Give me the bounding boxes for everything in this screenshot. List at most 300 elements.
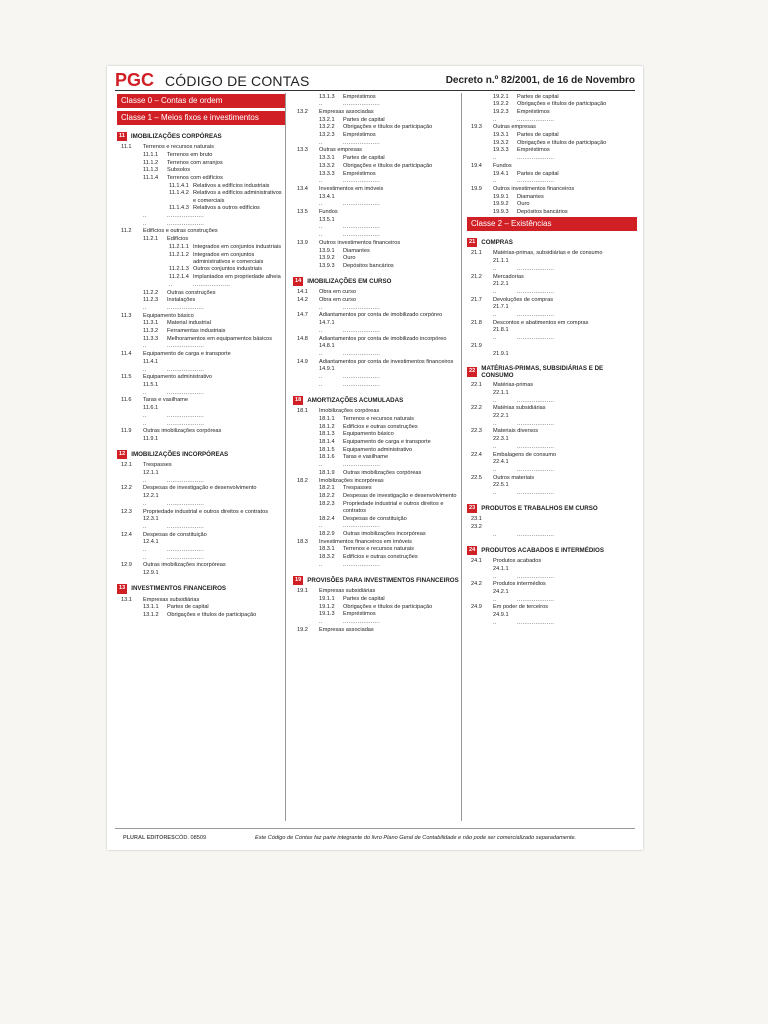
account-entry: [293, 178, 461, 185]
account-code: 13.5: [297, 209, 308, 216]
section-title: PROVISÕES PARA INVESTIMENTOS FINANCEIROS: [307, 576, 459, 584]
account-label: ....................: [167, 412, 205, 419]
account-entry: [293, 516, 461, 523]
account-entry: [467, 132, 637, 139]
account-code: 13.1.2: [143, 611, 159, 618]
account-label: Empresas associadas: [319, 626, 374, 633]
account-label: Terrenos com arranjos: [167, 159, 223, 166]
account-code: 19.3: [471, 124, 482, 131]
account-code: 11.4: [121, 351, 132, 358]
account-code: 13.1: [121, 596, 132, 603]
account-label: [167, 436, 285, 443]
account-code: ..: [143, 547, 147, 554]
account-label: [517, 413, 637, 420]
account-entry: [467, 109, 637, 116]
account-label: Obrigações e títulos de participação: [517, 139, 607, 146]
account-code: 11.1.4.3: [169, 205, 189, 212]
account-label: Matérias-primas: [493, 382, 534, 389]
account-code: 22.2: [471, 405, 482, 412]
account-entry: [467, 467, 637, 474]
account-code: 13.3: [297, 147, 308, 154]
account-entry: [467, 281, 637, 288]
account-label: Equipamento administrativo: [343, 446, 413, 453]
account-code: 14.2: [297, 297, 308, 304]
account-code: 21.8.1: [493, 327, 509, 334]
account-code: 11.9.1: [143, 435, 159, 442]
account-code: 13.2.1: [319, 116, 335, 123]
account-label: Obra em curso: [319, 289, 356, 296]
account-entry: [117, 290, 285, 297]
account-code: ..: [493, 531, 497, 538]
account-code: 24.1: [471, 558, 482, 565]
account-label: ....................: [517, 596, 555, 603]
account-code: 14.9: [297, 358, 308, 365]
account-label: ....................: [343, 351, 381, 357]
document-sheet: [107, 66, 643, 850]
account-entry: [293, 493, 461, 500]
account-code: 11.2.1.1: [169, 243, 189, 250]
account-label: Despesas de constituição: [143, 531, 207, 538]
account-code: 19.4.1: [493, 170, 509, 177]
account-entry: [117, 390, 285, 397]
account-code: 11.2.1.3: [169, 266, 189, 273]
account-code: 21.9: [471, 342, 482, 349]
account-entry: [467, 452, 637, 459]
account-label: Empresas subsidiárias: [319, 588, 376, 595]
account-label: Obrigações e títulos de participação: [343, 124, 433, 131]
class-heading: Classe 1 – Meios fixos e investimentos: [117, 111, 285, 125]
class-heading: Classe 0 – Contas de ordem: [117, 94, 285, 108]
account-label: ....................: [517, 443, 555, 450]
account-entry: [293, 627, 461, 634]
account-entry: [467, 178, 637, 185]
account-entry: [117, 282, 285, 289]
account-label: Embalagens de consumo: [493, 451, 557, 458]
account-entry: [117, 516, 285, 523]
account-label: Empréstimos: [343, 132, 376, 139]
account-label: Ouro: [517, 201, 530, 208]
account-code: ..: [319, 327, 323, 334]
account-code: 13.3.1: [319, 155, 335, 162]
account-label: Relativos a outros edifícios: [193, 205, 260, 212]
account-label: ....................: [517, 288, 555, 295]
account-code: ..: [493, 178, 497, 185]
account-entry: [117, 144, 285, 151]
account-entry: [293, 554, 461, 561]
decree-reference: Decreto n.º 82/2001, de 16 de Novembro: [445, 75, 635, 86]
account-code: 21.1: [471, 250, 482, 257]
account-code: 22.5.1: [493, 482, 509, 489]
account-label: Edifícios e outras construções: [343, 554, 418, 561]
account-label: Ferramentas industriais: [167, 328, 226, 335]
account-entry: [467, 194, 637, 201]
account-code: 18.1.2: [319, 423, 335, 430]
account-entry: [293, 531, 461, 538]
account-label: ....................: [517, 312, 555, 319]
account-label: Adiantamentos por conta de investimentos financeiros: [319, 358, 454, 365]
account-code: 14.7: [297, 312, 308, 319]
account-label: Partes de capital: [517, 170, 559, 177]
account-entry: [117, 547, 285, 554]
account-label: [517, 482, 637, 489]
account-label: Devoluções de compras: [493, 296, 554, 303]
account-code: 12.9: [121, 562, 132, 569]
account-label: [343, 217, 461, 224]
account-entry: [117, 470, 285, 477]
account-label: Edifícios e outras construções: [143, 228, 218, 235]
account-entry: [293, 604, 461, 611]
account-entry: [117, 351, 285, 358]
account-entry: [117, 562, 285, 569]
account-code: 13.1.1: [143, 604, 159, 611]
account-code: ..: [143, 366, 147, 373]
account-entry: [467, 320, 637, 327]
account-label: [343, 343, 461, 350]
account-label: Propriedade industrial e outros direitos e contratos: [343, 500, 444, 514]
account-code: 18.1.6: [319, 454, 335, 461]
account-entry: [293, 588, 461, 595]
account-entry: [293, 263, 461, 270]
header: [115, 70, 635, 90]
account-label: [343, 320, 461, 327]
column-2: [293, 93, 462, 821]
section-number-badge: 22: [467, 367, 477, 376]
account-entry: [467, 516, 637, 523]
account-entry: [117, 501, 285, 508]
account-code: 14.1: [297, 289, 308, 296]
account-label: ....................: [343, 232, 381, 239]
account-code: ..: [143, 412, 147, 419]
account-code: 12.4: [121, 531, 132, 538]
account-entry: [467, 155, 637, 162]
account-code: 18.2.4: [319, 515, 335, 522]
account-label: ....................: [193, 281, 231, 288]
account-code: ..: [143, 220, 147, 227]
account-code: 11.1.1: [143, 151, 159, 158]
account-code: ..: [319, 462, 323, 469]
account-label: [517, 436, 637, 443]
account-label: Equipamento de carga e transporte: [143, 351, 231, 358]
account-label: Fundos: [319, 209, 338, 216]
section-number-badge: 23: [467, 504, 477, 513]
account-label: Produtos acabados: [493, 558, 542, 565]
account-entry: [117, 374, 285, 381]
account-entry: [117, 509, 285, 516]
account-entry: [293, 539, 461, 546]
account-entry: [117, 175, 285, 182]
account-code: 24.9: [471, 604, 482, 611]
account-code: 24.9.1: [493, 612, 509, 619]
account-entry: [293, 439, 461, 446]
account-entry: [467, 297, 637, 304]
account-entry: [293, 485, 461, 492]
account-entry: [467, 186, 637, 193]
account-code: 18.1.3: [319, 431, 335, 438]
account-code: 21.8: [471, 319, 482, 326]
account-entry: [293, 454, 461, 461]
account-entry: [467, 475, 637, 482]
account-entry: [117, 397, 285, 404]
account-code: ..: [319, 139, 323, 146]
account-label: Equipamento administrativo: [143, 374, 213, 381]
section-title: COMPRAS: [481, 239, 513, 247]
account-entry: [467, 459, 637, 466]
account-entry: [467, 258, 637, 265]
account-entry: [293, 289, 461, 296]
account-label: ....................: [343, 224, 381, 231]
account-entry: [117, 478, 285, 485]
account-code: 11.6.1: [143, 405, 159, 412]
account-label: Empréstimos: [343, 170, 376, 177]
account-label: [493, 524, 637, 531]
account-code: 12.3.1: [143, 516, 159, 523]
account-label: ....................: [517, 265, 555, 272]
account-label: Fundos: [493, 162, 512, 169]
account-label: ....................: [517, 466, 555, 473]
account-code: 21.2.1: [493, 281, 509, 288]
account-code: ..: [493, 116, 497, 123]
section-heading: [467, 546, 637, 555]
account-code: 11.6: [121, 397, 132, 404]
account-code: ..: [143, 343, 147, 350]
account-entry: [117, 152, 285, 159]
account-entry: [293, 124, 461, 131]
account-label: [167, 570, 285, 577]
account-label: Subsolos: [167, 167, 191, 174]
section-heading: [293, 576, 461, 585]
account-entry: [467, 140, 637, 147]
account-code: 11.2.3: [143, 297, 159, 304]
account-code: 21.2: [471, 273, 482, 280]
section-heading: [293, 277, 461, 286]
account-entry: [117, 213, 285, 220]
account-entry: [293, 240, 461, 247]
account-label: Equipamento básico: [143, 312, 194, 319]
account-code: 18.2.3: [319, 500, 335, 507]
account-code: 13.2: [297, 108, 308, 115]
account-label: ....................: [343, 201, 381, 208]
section-title: PRODUTOS ACABADOS E INTERMÉDIOS: [481, 547, 604, 555]
account-label: Investimentos financeiros em imóveis: [319, 538, 412, 545]
account-entry: [117, 462, 285, 469]
account-entry: [467, 597, 637, 604]
account-code: 11.1.3: [143, 167, 159, 174]
account-code: 22.1: [471, 382, 482, 389]
account-label: Instalações: [167, 297, 196, 304]
account-label: Terrenos e recursos naturais: [343, 546, 414, 553]
account-code: ..: [319, 381, 323, 388]
account-entry: [117, 221, 285, 228]
account-code: 18.1.4: [319, 439, 335, 446]
account-label: ....................: [517, 573, 555, 580]
account-code: 13.3.3: [319, 170, 335, 177]
account-entry: [293, 147, 461, 154]
account-label: Depósitos bancários: [517, 209, 568, 216]
account-label: [167, 516, 285, 523]
account-entry: [467, 201, 637, 208]
account-code: 11.5: [121, 374, 132, 381]
account-label: Imobilizações incorpóreas: [319, 477, 384, 484]
account-label: Terrenos e recursos naturais: [143, 144, 214, 151]
account-label: ....................: [343, 523, 381, 530]
account-label: ....................: [343, 462, 381, 469]
account-code: 13.9: [297, 239, 308, 246]
account-label: ....................: [517, 531, 555, 538]
account-code: 11.1.2: [143, 159, 159, 166]
account-code: ..: [319, 101, 323, 108]
account-code: ..: [493, 573, 497, 580]
document-title: CÓDIGO DE CONTAS: [165, 73, 310, 89]
account-entry: [293, 109, 461, 116]
account-label: [517, 589, 637, 596]
account-code: 11.5.1: [143, 382, 159, 388]
account-code: 18.2.9: [319, 530, 335, 537]
section-number-badge: 13: [117, 584, 127, 593]
account-entry: [293, 101, 461, 108]
account-entry: [293, 416, 461, 423]
account-label: ....................: [343, 304, 381, 311]
account-label: Outras imobilizações corpóreas: [143, 428, 222, 435]
account-entry: [467, 94, 637, 101]
account-entry: [467, 444, 637, 451]
account-code: 13.4: [297, 185, 308, 192]
section-title: PRODUTOS E TRABALHOS EM CURSO: [481, 505, 598, 513]
account-entry: [117, 297, 285, 304]
account-label: [517, 390, 637, 397]
account-code: ..: [493, 335, 497, 342]
account-code: 11.2.1.2: [169, 251, 189, 258]
account-label: Outras empresas: [319, 147, 362, 154]
account-entry: [117, 328, 285, 335]
account-entry: [117, 183, 285, 190]
account-label: ....................: [517, 420, 555, 427]
account-code: ..: [493, 397, 497, 404]
account-code: 11.1: [121, 144, 132, 151]
account-entry: [467, 209, 637, 216]
account-entry: [117, 597, 285, 604]
account-code: 12.1: [121, 462, 132, 469]
account-code: ..: [493, 312, 497, 319]
account-label: Outras empresas: [493, 124, 536, 131]
account-entry: [293, 94, 461, 101]
account-label: ....................: [343, 619, 381, 625]
account-code: 21.7: [471, 296, 482, 303]
section-number-badge: 21: [467, 238, 477, 247]
account-entry: [293, 359, 461, 366]
account-label: Taras e vasilhame: [143, 397, 189, 404]
account-entry: [293, 248, 461, 255]
account-entry: [117, 359, 285, 366]
account-entry: [117, 205, 285, 212]
account-entry: [117, 532, 285, 539]
account-code: 19.1.3: [319, 611, 335, 618]
account-entry: [293, 562, 461, 569]
account-label: [167, 470, 285, 477]
account-label: Partes de capital: [343, 595, 385, 602]
account-entry: [293, 320, 461, 327]
footer-note: Este Código de Contas faz parte integrante do livro Plano Geral de Contabilidade e não pode ser comercializado separadamente.: [255, 835, 577, 841]
account-code: 13.9.3: [319, 262, 335, 269]
account-label: Edifícios e outras construções: [343, 423, 418, 430]
section-heading: [467, 238, 637, 247]
account-entry: [117, 343, 285, 350]
account-code: ..: [493, 443, 497, 450]
account-label: [517, 258, 637, 265]
account-code: 19.1: [297, 588, 308, 595]
account-label: [167, 493, 285, 500]
account-code: 22.1.1: [493, 389, 509, 396]
header-rule: [115, 90, 635, 91]
account-entry: [117, 555, 285, 562]
account-entry: [117, 382, 285, 389]
account-label: Obrigações e títulos de participação: [343, 162, 433, 169]
account-code: ..: [493, 155, 497, 162]
account-entry: [467, 428, 637, 435]
account-label: [517, 612, 637, 619]
account-label: Trespasses: [143, 462, 172, 469]
account-label: ....................: [167, 366, 205, 373]
account-entry: [293, 343, 461, 350]
column-1: [117, 93, 286, 821]
account-label: Materiais diversos: [493, 428, 539, 435]
account-entry: [117, 266, 285, 273]
account-code: 19.9.1: [493, 193, 509, 200]
account-entry: [467, 604, 637, 611]
account-code: 12.4.1: [143, 539, 159, 546]
footer: [115, 828, 635, 847]
account-code: 24.1.1: [493, 565, 509, 572]
account-label: Mercadorias: [493, 273, 524, 280]
account-label: Despesas de investigação e desenvolvimento: [343, 492, 457, 499]
pgc-logo: PGC: [115, 70, 155, 90]
account-label: Integrados em conjuntos administrativos e comerciais: [193, 251, 264, 265]
account-code: 21.1.1: [493, 258, 509, 265]
section-heading: [467, 504, 637, 513]
account-code: 19.9.2: [493, 201, 509, 208]
account-label: Propriedade industrial e outros direitos e contratos: [143, 508, 268, 515]
account-entry: [467, 289, 637, 296]
account-label: Produtos intermédios: [493, 581, 546, 588]
account-code: 18.1.5: [319, 446, 335, 453]
account-code: 13.5.1: [319, 216, 335, 223]
account-entry: [467, 351, 637, 358]
section-title: INVESTIMENTOS FINANCEIROS: [131, 585, 227, 593]
account-entry: [293, 408, 461, 415]
section-heading: [293, 396, 461, 405]
account-label: ....................: [343, 381, 381, 388]
account-label: ....................: [167, 420, 205, 427]
account-code: 12.1.1: [143, 470, 159, 477]
account-code: 18.3.2: [319, 554, 335, 561]
account-label: Investimentos em imóveis: [319, 185, 384, 192]
account-label: Terrenos em bruto: [167, 151, 213, 158]
account-code: 11.2: [121, 228, 132, 235]
account-label: Implantados em propriedade alheia: [193, 274, 281, 281]
account-code: ..: [493, 288, 497, 295]
account-code: 19.2.2: [493, 101, 509, 108]
account-code: 19.4: [471, 162, 482, 169]
account-entry: [467, 390, 637, 397]
account-entry: [467, 566, 637, 573]
account-code: ..: [169, 281, 173, 288]
account-code: 24.2.1: [493, 589, 509, 596]
account-code: 19.1.2: [319, 603, 335, 610]
section-title: IMOBILIZAÇÕES INCORPÓREAS: [131, 451, 229, 459]
account-entry: [293, 546, 461, 553]
account-label: Partes de capital: [343, 155, 385, 162]
account-label: ....................: [167, 389, 205, 396]
account-label: ....................: [167, 523, 205, 530]
